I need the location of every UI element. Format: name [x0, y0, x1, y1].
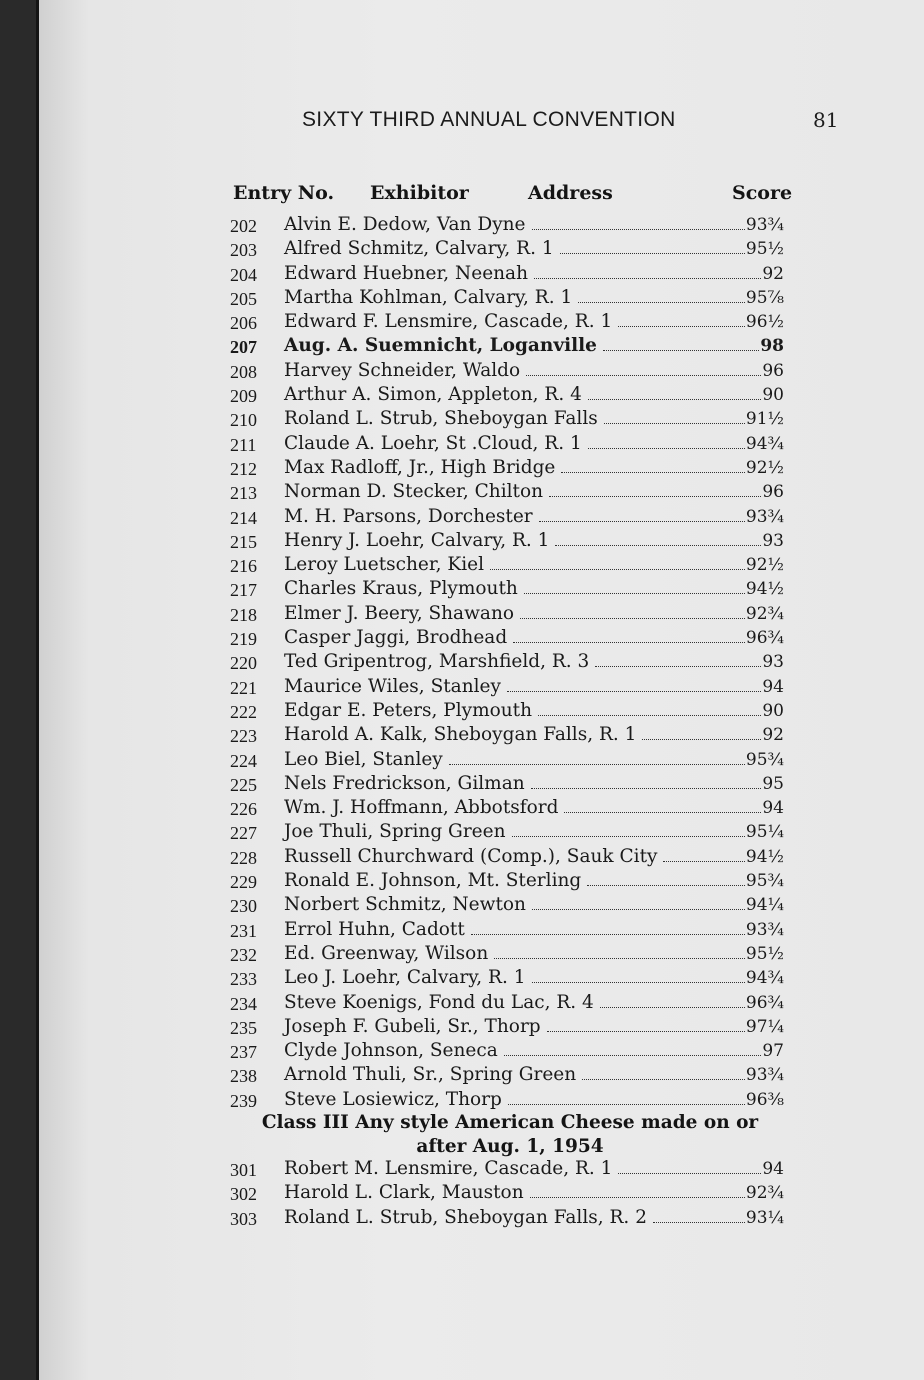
score-value: 90	[762, 700, 784, 721]
exhibitor-line	[284, 846, 784, 867]
entry-number: 237	[230, 1042, 257, 1063]
column-header-score: Score	[732, 182, 793, 204]
entry-number: 216	[230, 556, 257, 577]
exhibitor-name: Wm. J. Hoffmann, Abbotsford	[284, 797, 559, 819]
table-row	[0, 943, 924, 967]
exhibitor-line	[284, 724, 784, 745]
table-row	[0, 530, 924, 554]
score-value: 96¾	[745, 992, 784, 1013]
score-value: 94½	[745, 846, 784, 867]
table-row	[0, 1089, 924, 1113]
score-value: 95	[762, 773, 784, 794]
exhibitor-line	[284, 967, 784, 988]
column-header-exhibitor: Exhibitor	[370, 182, 469, 204]
exhibitor-line	[284, 360, 784, 381]
dot-leader	[526, 375, 761, 376]
exhibitor-name: Aug. A. Suemnicht, Loganville	[284, 335, 597, 357]
table-row	[0, 870, 924, 894]
score-value: 93¾	[745, 215, 784, 235]
table-row	[0, 1158, 924, 1182]
exhibitor-name: Clyde Johnson, Seneca	[284, 1040, 498, 1062]
entry-number: 303	[230, 1208, 257, 1229]
score-value: 92¾	[745, 1183, 784, 1204]
exhibitor-line	[284, 797, 784, 818]
table-row	[0, 821, 924, 845]
dot-leader	[531, 788, 762, 789]
table-row	[0, 554, 924, 578]
table-row	[0, 846, 924, 870]
score-value: 94¾	[745, 433, 784, 454]
dot-leader	[604, 423, 745, 424]
exhibitor-line	[284, 1089, 784, 1110]
exhibitor-name: Ronald E. Johnson, Mt. Sterling	[284, 870, 582, 892]
exhibitor-name: Harvey Schneider, Waldo	[284, 359, 521, 381]
exhibitor-line	[284, 1182, 784, 1203]
dot-leader	[547, 1031, 745, 1032]
exhibitor-line	[284, 530, 784, 551]
entry-number: 208	[230, 361, 257, 382]
entry-number: 232	[230, 944, 257, 965]
dot-leader	[449, 764, 745, 765]
entry-number: 203	[230, 240, 257, 261]
score-value: 90	[762, 385, 784, 406]
entry-number: 228	[230, 847, 257, 868]
exhibitor-line	[284, 1158, 784, 1179]
exhibitor-name: Henry J. Loehr, Calvary, R. 1	[284, 529, 550, 551]
table-row	[0, 992, 924, 1016]
dot-leader	[532, 229, 745, 230]
score-value: 92	[762, 725, 784, 746]
entry-number: 235	[230, 1017, 257, 1038]
entry-number: 233	[230, 969, 257, 990]
entry-number: 225	[230, 774, 257, 795]
score-value: 95¾	[745, 749, 784, 770]
exhibitor-name: Maurice Wiles, Stanley	[284, 675, 501, 697]
dot-leader	[653, 1222, 745, 1223]
dot-leader	[504, 1055, 762, 1056]
entry-number: 223	[230, 726, 257, 747]
exhibitor-name: Martha Kohlman, Calvary, R. 1	[284, 286, 573, 308]
score-value: 93	[762, 530, 784, 551]
exhibitor-line	[284, 627, 784, 648]
exhibitor-name: Steve Losiewicz, Thorp	[284, 1088, 502, 1110]
table-row	[0, 700, 924, 724]
exhibitor-name: Robert M. Lensmire, Cascade, R. 1	[284, 1158, 613, 1179]
entry-list-class-3	[0, 1158, 924, 1231]
entry-list	[0, 214, 924, 1113]
dot-leader	[555, 545, 761, 546]
exhibitor-line	[284, 287, 784, 308]
score-value: 94	[762, 798, 784, 819]
dot-leader	[513, 642, 745, 643]
entry-number: 217	[230, 580, 257, 601]
entry-number: 202	[230, 216, 257, 236]
entry-number: 215	[230, 531, 257, 552]
dot-leader	[578, 302, 745, 303]
score-value: 96¾	[745, 628, 784, 649]
table-row	[0, 773, 924, 797]
score-value: 98	[760, 336, 784, 357]
dot-leader	[582, 1079, 745, 1080]
exhibitor-name: Leo J. Loehr, Calvary, R. 1	[284, 967, 526, 989]
dot-leader	[490, 569, 745, 570]
exhibitor-name: Charles Kraus, Plymouth	[284, 578, 518, 600]
exhibitor-line	[284, 1040, 784, 1061]
table-row	[0, 894, 924, 918]
score-value: 96	[762, 482, 784, 503]
exhibitor-name: Joseph F. Gubeli, Sr., Thorp	[284, 1015, 541, 1037]
dot-leader	[530, 1197, 745, 1198]
exhibitor-line	[284, 578, 784, 599]
table-row	[0, 1016, 924, 1040]
entry-number: 301	[230, 1160, 257, 1180]
dot-leader	[663, 861, 744, 862]
exhibitor-line	[284, 1064, 784, 1085]
table-row	[0, 1182, 924, 1206]
entry-number: 213	[230, 483, 257, 504]
entry-number: 209	[230, 386, 257, 407]
score-value: 93	[762, 652, 784, 673]
table-row	[0, 384, 924, 408]
dot-leader	[588, 448, 745, 449]
exhibitor-name: Arnold Thuli, Sr., Spring Green	[284, 1064, 577, 1086]
exhibitor-line	[284, 238, 784, 259]
dot-leader	[618, 326, 745, 327]
exhibitor-line	[284, 919, 784, 940]
exhibitor-line	[284, 773, 784, 794]
entry-number: 204	[230, 264, 257, 285]
exhibitor-name: Edward F. Lensmire, Cascade, R. 1	[284, 311, 613, 333]
entry-number: 207	[230, 337, 257, 358]
exhibitor-name: Alvin E. Dedow, Van Dyne	[284, 214, 526, 235]
dot-leader	[538, 715, 761, 716]
exhibitor-line	[284, 651, 784, 672]
dot-leader	[539, 521, 745, 522]
table-row	[0, 1207, 924, 1231]
table-row	[0, 263, 924, 287]
exhibitor-name: Elmer J. Beery, Shawano	[284, 602, 515, 624]
page-number: 81	[813, 108, 839, 132]
exhibitor-name: Claude A. Loehr, St .Cloud, R. 1	[284, 432, 582, 454]
exhibitor-line	[284, 821, 784, 842]
entry-number: 230	[230, 896, 257, 917]
score-value: 95¾	[745, 871, 784, 892]
exhibitor-line	[284, 894, 784, 915]
table-row	[0, 749, 924, 773]
entry-number: 211	[230, 434, 257, 455]
entry-number: 238	[230, 1066, 257, 1087]
column-header-entry-no: Entry No.	[233, 182, 335, 204]
exhibitor-name: Roland L. Strub, Sheboygan Falls	[284, 408, 598, 430]
table-row	[0, 919, 924, 943]
entry-number: 227	[230, 823, 257, 844]
exhibitor-line	[284, 992, 784, 1013]
exhibitor-line	[284, 335, 784, 356]
table-row	[0, 967, 924, 991]
exhibitor-name: Edgar E. Peters, Plymouth	[284, 699, 533, 721]
entry-number: 212	[230, 458, 257, 479]
exhibitor-name: Steve Koenigs, Fond du Lac, R. 4	[284, 991, 594, 1013]
dot-leader	[560, 253, 745, 254]
score-value: 97¼	[745, 1016, 784, 1037]
entry-number: 222	[230, 701, 257, 722]
exhibitor-line	[284, 1016, 784, 1037]
dot-leader	[532, 982, 745, 983]
entry-number: 229	[230, 872, 257, 893]
table-row	[0, 1040, 924, 1064]
dot-leader	[520, 618, 745, 619]
table-row	[0, 335, 924, 359]
exhibitor-name: Edward Huebner, Neenah	[284, 262, 528, 284]
score-value: 95⅞	[745, 287, 784, 308]
entry-number: 210	[230, 410, 257, 431]
exhibitor-line	[284, 870, 784, 891]
page-header	[0, 108, 924, 136]
exhibitor-name: Leo Biel, Stanley	[284, 748, 443, 770]
exhibitor-name: M. H. Parsons, Dorchester	[284, 505, 533, 527]
exhibitor-name: Norman D. Stecker, Chilton	[284, 481, 544, 503]
score-value: 94¼	[745, 895, 784, 916]
dot-leader	[600, 1007, 745, 1008]
score-value: 94	[762, 676, 784, 697]
table-row	[0, 676, 924, 700]
score-value: 96½	[745, 312, 784, 333]
entry-number: 239	[230, 1090, 257, 1111]
exhibitor-name: Joe Thuli, Spring Green	[284, 821, 506, 843]
dot-leader	[534, 278, 761, 279]
exhibitor-line	[284, 603, 784, 624]
table-row	[0, 287, 924, 311]
entry-number: 214	[230, 507, 257, 528]
table-row	[0, 214, 924, 238]
class-heading	[230, 1111, 790, 1159]
table-row	[0, 578, 924, 602]
exhibitor-name: Leroy Luetscher, Kiel	[284, 554, 485, 576]
exhibitor-name: Casper Jaggi, Brodhead	[284, 627, 508, 649]
exhibitor-name: Harold L. Clark, Mauston	[284, 1182, 524, 1204]
table-row	[0, 433, 924, 457]
dot-leader	[471, 934, 745, 935]
entry-number: 224	[230, 750, 257, 771]
exhibitor-line	[284, 554, 784, 575]
entry-number: 234	[230, 993, 257, 1014]
exhibitor-name: Nels Fredrickson, Gilman	[284, 772, 525, 794]
entry-number: 219	[230, 629, 257, 650]
dot-leader	[508, 1104, 745, 1105]
dot-leader	[618, 1173, 761, 1174]
exhibitor-name: Russell Churchward (Comp.), Sauk City	[284, 845, 658, 867]
exhibitor-name: Harold A. Kalk, Sheboygan Falls, R. 1	[284, 724, 637, 746]
exhibitor-name: Norbert Schmitz, Newton	[284, 894, 526, 916]
score-value: 92½	[745, 457, 784, 478]
dot-leader	[603, 350, 759, 351]
exhibitor-line	[284, 311, 784, 332]
exhibitor-name: Arthur A. Simon, Appleton, R. 4	[284, 384, 582, 406]
running-title: SIXTY THIRD ANNUAL CONVENTION	[302, 108, 676, 131]
exhibitor-line	[284, 481, 784, 502]
table-row	[0, 651, 924, 675]
entry-number: 231	[230, 920, 257, 941]
score-value: 95½	[745, 239, 784, 260]
dot-leader	[642, 739, 761, 740]
entry-number: 221	[230, 677, 257, 698]
exhibitor-name: Ed. Greenway, Wilson	[284, 942, 489, 964]
score-value: 92	[762, 263, 784, 284]
exhibitor-name: Roland L. Strub, Sheboygan Falls, R. 2	[284, 1206, 647, 1228]
score-value: 94½	[745, 579, 784, 600]
dot-leader	[587, 885, 745, 886]
exhibitor-line	[284, 408, 784, 429]
table-row	[0, 1064, 924, 1088]
entry-number: 226	[230, 799, 257, 820]
class-heading-line1: Class III Any style American Cheese made on or	[261, 1112, 759, 1133]
table-row	[0, 457, 924, 481]
score-value: 97	[762, 1041, 784, 1062]
dot-leader	[564, 812, 761, 813]
score-value: 92½	[745, 555, 784, 576]
table-row	[0, 724, 924, 748]
dot-leader	[588, 399, 761, 400]
score-value: 93¾	[745, 919, 784, 940]
exhibitor-name: Ted Gripentrog, Marshfield, R. 3	[284, 651, 590, 673]
score-value: 93¾	[745, 1065, 784, 1086]
dot-leader	[561, 472, 745, 473]
exhibitor-line	[284, 384, 784, 405]
table-row	[0, 238, 924, 262]
table-row	[0, 408, 924, 432]
exhibitor-line	[284, 433, 784, 454]
exhibitor-line	[284, 676, 784, 697]
score-value: 96⅜	[745, 1089, 784, 1110]
dot-leader	[494, 958, 745, 959]
exhibitor-line	[284, 700, 784, 721]
score-value: 96	[762, 360, 784, 381]
exhibitor-line	[284, 943, 784, 964]
exhibitor-line	[284, 506, 784, 527]
dot-leader	[512, 836, 745, 837]
table-row	[0, 481, 924, 505]
score-value: 94	[762, 1159, 784, 1179]
exhibitor-line	[284, 457, 784, 478]
score-value: 94¾	[745, 968, 784, 989]
score-value: 95½	[745, 943, 784, 964]
exhibitor-name: Errol Huhn, Cadott	[284, 918, 465, 940]
exhibitor-line	[284, 263, 784, 284]
exhibitor-line	[284, 214, 784, 235]
score-value: 91½	[745, 409, 784, 430]
column-headers	[0, 182, 924, 208]
exhibitor-name: Max Radloff, Jr., High Bridge	[284, 456, 556, 478]
entry-number: 205	[230, 288, 257, 309]
table-row	[0, 360, 924, 384]
table-row	[0, 311, 924, 335]
table-row	[0, 627, 924, 651]
exhibitor-name: Alfred Schmitz, Calvary, R. 1	[284, 238, 554, 260]
dot-leader	[507, 691, 761, 692]
dot-leader	[532, 909, 745, 910]
score-value: 92¾	[745, 603, 784, 624]
dot-leader	[524, 593, 745, 594]
score-value: 95¼	[745, 822, 784, 843]
table-row	[0, 506, 924, 530]
exhibitor-line	[284, 749, 784, 770]
entry-number: 220	[230, 653, 257, 674]
entry-number: 218	[230, 604, 257, 625]
dot-leader	[595, 666, 761, 667]
dot-leader	[549, 496, 761, 497]
table-row	[0, 797, 924, 821]
score-value: 93¾	[745, 506, 784, 527]
column-header-address: Address	[528, 182, 613, 204]
class-heading-line2: after Aug. 1, 1954	[416, 1136, 604, 1157]
entry-number: 206	[230, 313, 257, 334]
entry-number: 302	[230, 1184, 257, 1205]
score-value: 93¼	[745, 1207, 784, 1228]
exhibitor-line	[284, 1207, 784, 1228]
table-row	[0, 603, 924, 627]
